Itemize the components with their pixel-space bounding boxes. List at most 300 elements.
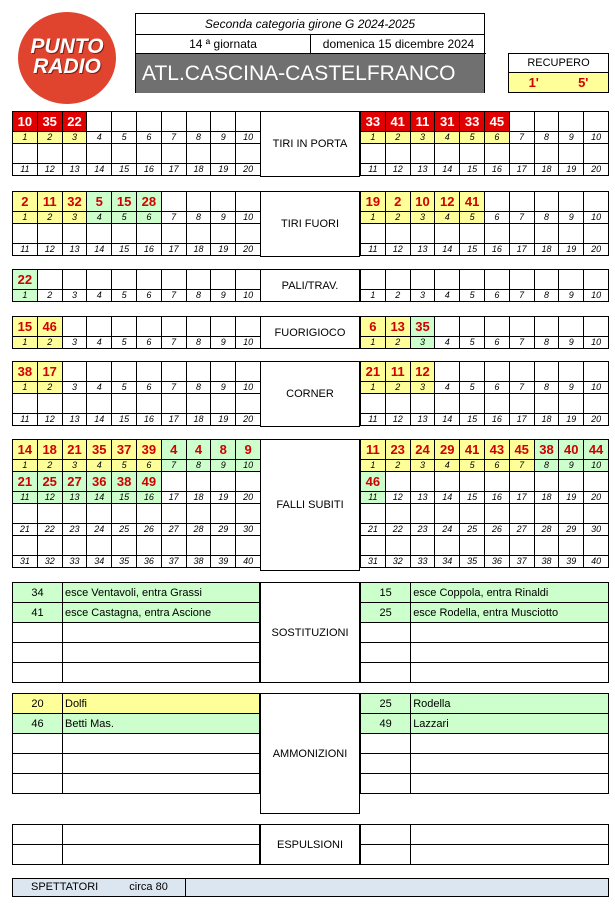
minute-cell (161, 224, 186, 244)
minute-index: 39 (559, 556, 584, 568)
minute-index: 31 (361, 556, 386, 568)
pali-label: PALI/TRAV. (260, 269, 360, 302)
espulsioni-home (12, 824, 260, 865)
recupero-second-half: 5' (578, 75, 589, 90)
minute-index: 17 (509, 244, 534, 256)
minute-cell (37, 224, 62, 244)
minute-index: 19 (211, 244, 236, 256)
minute-index: 7 (509, 132, 534, 144)
minute-cell (87, 224, 112, 244)
minute-cell (435, 270, 460, 290)
minute-cell (236, 270, 261, 290)
minute-cell (584, 504, 609, 524)
minute-cell (161, 362, 186, 382)
event-minute: 41 (13, 603, 63, 623)
minute-index: 36 (484, 556, 509, 568)
minute-index: 17 (161, 164, 186, 176)
sostituzioni-away (360, 582, 609, 683)
minute-cell (435, 362, 460, 382)
minute-index: 4 (435, 382, 460, 394)
logo-text-line1: PUNTO (30, 35, 104, 58)
minute-cell (87, 536, 112, 556)
minute-cell (509, 472, 534, 492)
pali-away-grid (360, 269, 609, 302)
minute-cell (13, 224, 38, 244)
minute-index: 19 (211, 492, 236, 504)
minute-cell: 35 (410, 317, 435, 337)
minute-cell: 15 (112, 192, 137, 212)
minute-cell (112, 224, 137, 244)
minute-cell (211, 144, 236, 164)
minute-index: 5 (460, 337, 485, 349)
minute-cell (584, 472, 609, 492)
minute-index: 25 (112, 524, 137, 536)
minute-index: 4 (87, 460, 112, 472)
event-minute (13, 663, 63, 683)
minute-cell: 37 (112, 440, 137, 460)
minute-cell (484, 394, 509, 414)
minute-index: 8 (534, 382, 559, 394)
minute-cell: 36 (87, 472, 112, 492)
minute-index: 3 (62, 132, 87, 144)
minute-cell (509, 317, 534, 337)
minute-cell: 33 (460, 112, 485, 132)
minute-index: 24 (87, 524, 112, 536)
minute-cell: 33 (361, 112, 386, 132)
minute-cell: 4 (186, 440, 211, 460)
minute-index: 15 (460, 244, 485, 256)
minute-cell (87, 317, 112, 337)
minute-cell (410, 536, 435, 556)
minute-cell (385, 504, 410, 524)
minute-index: 14 (87, 414, 112, 426)
espulsioni-away (360, 824, 609, 865)
minute-cell (112, 362, 137, 382)
event-minute: 20 (13, 694, 63, 714)
minute-cell (584, 270, 609, 290)
minute-cell: 29 (435, 440, 460, 460)
tiri-in-porta-away-grid (360, 111, 609, 176)
minute-index: 4 (435, 132, 460, 144)
minute-cell (410, 224, 435, 244)
minute-index: 7 (161, 290, 186, 302)
minute-index: 5 (460, 382, 485, 394)
minute-cell: 9 (236, 440, 261, 460)
event-minute (13, 643, 63, 663)
minute-cell: 46 (361, 472, 386, 492)
minute-index: 32 (37, 556, 62, 568)
minute-index: 38 (534, 556, 559, 568)
minute-index: 4 (87, 212, 112, 224)
minute-index: 18 (186, 164, 211, 176)
minute-cell: 19 (361, 192, 386, 212)
minute-index: 3 (410, 212, 435, 224)
event-minute (361, 623, 411, 643)
minute-index: 8 (186, 212, 211, 224)
minute-cell (559, 394, 584, 414)
minute-cell (211, 112, 236, 132)
event-text (411, 663, 609, 683)
minute-cell (559, 270, 584, 290)
minute-cell (161, 536, 186, 556)
minute-cell (435, 536, 460, 556)
event-minute (13, 774, 63, 794)
minute-cell (136, 504, 161, 524)
minute-index: 9 (211, 460, 236, 472)
falli-home-grid (12, 439, 261, 568)
list-row (361, 583, 609, 603)
minute-index: 3 (410, 290, 435, 302)
minute-index: 7 (161, 460, 186, 472)
minute-cell (559, 362, 584, 382)
minute-index: 2 (385, 132, 410, 144)
minute-cell (584, 536, 609, 556)
minute-index: 6 (136, 290, 161, 302)
minute-index: 40 (236, 556, 261, 568)
minute-index: 1 (13, 382, 38, 394)
minute-index: 6 (136, 460, 161, 472)
minute-cell (484, 144, 509, 164)
minute-cell (460, 394, 485, 414)
minute-cell (559, 224, 584, 244)
minute-index: 33 (62, 556, 87, 568)
event-minute (13, 754, 63, 774)
minute-index: 15 (112, 414, 137, 426)
minute-cell (161, 270, 186, 290)
minute-cell: 46 (37, 317, 62, 337)
minute-index: 5 (112, 212, 137, 224)
minute-index: 9 (559, 382, 584, 394)
minute-cell (534, 394, 559, 414)
minute-cell (112, 504, 137, 524)
minute-cell (460, 270, 485, 290)
minute-index: 16 (136, 244, 161, 256)
minute-cell (87, 362, 112, 382)
minute-cell (534, 192, 559, 212)
minute-index: 6 (484, 212, 509, 224)
minute-index: 8 (534, 337, 559, 349)
event-text (63, 663, 260, 683)
minute-cell (236, 144, 261, 164)
minute-cell (509, 504, 534, 524)
minute-index: 9 (559, 132, 584, 144)
list-row (361, 825, 609, 845)
minute-cell (62, 270, 87, 290)
minute-cell (161, 394, 186, 414)
minute-index: 13 (410, 414, 435, 426)
minute-cell: 31 (435, 112, 460, 132)
minute-index: 17 (161, 414, 186, 426)
falli-label: FALLI SUBITI (260, 439, 360, 571)
list-row (13, 583, 260, 603)
minute-cell (385, 472, 410, 492)
minute-cell (584, 112, 609, 132)
tiri-fuori-away-grid (360, 191, 609, 256)
minute-index: 2 (37, 460, 62, 472)
list-row (361, 845, 609, 865)
sostituzioni-label: SOSTITUZIONI (260, 582, 360, 683)
minute-index: 16 (136, 164, 161, 176)
minute-index: 38 (186, 556, 211, 568)
minute-index: 10 (584, 382, 609, 394)
minute-cell (37, 536, 62, 556)
minute-index: 40 (584, 556, 609, 568)
minute-index: 39 (211, 556, 236, 568)
minute-cell: 28 (136, 192, 161, 212)
minute-cell (584, 317, 609, 337)
event-text: esce Coppola, entra Rinaldi (411, 583, 609, 603)
minute-index: 5 (460, 460, 485, 472)
minute-index: 27 (509, 524, 534, 536)
recupero-label: RECUPERO (527, 57, 590, 69)
minute-index: 5 (460, 132, 485, 144)
minute-cell (484, 504, 509, 524)
minute-index: 19 (211, 414, 236, 426)
minute-cell (534, 504, 559, 524)
minute-cell: 24 (410, 440, 435, 460)
minute-cell: 35 (87, 440, 112, 460)
minute-index: 18 (534, 244, 559, 256)
minute-cell: 11 (37, 192, 62, 212)
minute-index: 7 (509, 337, 534, 349)
minute-cell (534, 144, 559, 164)
minute-index: 6 (136, 337, 161, 349)
minute-index: 16 (136, 414, 161, 426)
list-row (13, 734, 260, 754)
minute-index: 15 (112, 244, 137, 256)
minute-cell (559, 192, 584, 212)
event-text (63, 825, 260, 845)
minute-index: 2 (37, 337, 62, 349)
minute-index: 5 (112, 337, 137, 349)
minute-cell: 21 (13, 472, 38, 492)
minute-cell (112, 270, 137, 290)
minute-index: 15 (460, 164, 485, 176)
minute-index: 1 (361, 337, 386, 349)
minute-cell (211, 472, 236, 492)
minute-cell (62, 394, 87, 414)
minute-index: 1 (361, 382, 386, 394)
minute-cell: 41 (460, 440, 485, 460)
minute-index: 8 (186, 460, 211, 472)
match-date: domenica 15 dicembre 2024 (311, 35, 486, 54)
minute-cell (509, 192, 534, 212)
event-text: esce Rodella, entra Musciotto (411, 603, 609, 623)
minute-index: 12 (37, 164, 62, 176)
minute-index: 10 (584, 132, 609, 144)
minute-cell (87, 504, 112, 524)
minute-index: 20 (236, 492, 261, 504)
minute-cell (584, 362, 609, 382)
minute-index: 8 (534, 460, 559, 472)
minute-cell (484, 270, 509, 290)
minute-cell (435, 144, 460, 164)
minute-cell (559, 504, 584, 524)
spettatori-label: SPETTATORI (31, 881, 99, 893)
minute-cell: 11 (361, 440, 386, 460)
minute-cell: 4 (161, 440, 186, 460)
minute-index: 37 (509, 556, 534, 568)
minute-cell (534, 224, 559, 244)
minute-cell (112, 144, 137, 164)
minute-cell (136, 394, 161, 414)
minute-cell: 11 (410, 112, 435, 132)
minute-cell: 10 (410, 192, 435, 212)
minute-index: 5 (112, 290, 137, 302)
sostituzioni-home (12, 582, 260, 683)
minute-index: 6 (136, 382, 161, 394)
minute-cell (161, 112, 186, 132)
event-text: Betti Mas. (63, 714, 260, 734)
minute-cell (211, 224, 236, 244)
minute-index: 16 (136, 492, 161, 504)
list-row (13, 845, 260, 865)
minute-index: 18 (186, 492, 211, 504)
minute-cell (136, 317, 161, 337)
minute-index: 20 (584, 492, 609, 504)
minute-cell (435, 504, 460, 524)
minute-index: 33 (410, 556, 435, 568)
event-text (411, 825, 609, 845)
minute-cell (484, 362, 509, 382)
minute-index: 20 (584, 244, 609, 256)
minute-cell (13, 144, 38, 164)
minute-index: 28 (186, 524, 211, 536)
minute-cell (236, 192, 261, 212)
minute-cell (87, 394, 112, 414)
minute-index: 7 (509, 212, 534, 224)
event-minute (13, 845, 63, 865)
minute-cell (410, 472, 435, 492)
minute-cell (361, 270, 386, 290)
minute-index: 8 (186, 290, 211, 302)
minute-cell (87, 270, 112, 290)
minute-cell (186, 144, 211, 164)
minute-cell (509, 144, 534, 164)
minute-cell: 22 (62, 112, 87, 132)
minute-cell (484, 536, 509, 556)
minute-index: 12 (385, 244, 410, 256)
event-minute (13, 734, 63, 754)
event-text (63, 774, 260, 794)
minute-index: 10 (236, 290, 261, 302)
list-row (13, 774, 260, 794)
minute-cell (236, 472, 261, 492)
espulsioni-label: ESPULSIONI (260, 824, 360, 865)
minute-index: 12 (37, 492, 62, 504)
minute-cell (361, 224, 386, 244)
minute-cell: 17 (37, 362, 62, 382)
minute-index: 17 (161, 244, 186, 256)
minute-index: 14 (87, 492, 112, 504)
minute-index: 13 (62, 244, 87, 256)
minute-index: 29 (211, 524, 236, 536)
event-minute (361, 825, 411, 845)
minute-index: 3 (410, 460, 435, 472)
minute-cell: 49 (136, 472, 161, 492)
minute-index: 21 (361, 524, 386, 536)
minute-cell: 5 (87, 192, 112, 212)
event-minute (361, 845, 411, 865)
tiri-fuori-home-grid (12, 191, 261, 256)
minute-cell (136, 270, 161, 290)
minute-cell: 38 (534, 440, 559, 460)
minute-index: 10 (236, 460, 261, 472)
minute-cell (186, 536, 211, 556)
event-minute (13, 623, 63, 643)
minute-cell (87, 112, 112, 132)
ammonizioni-away (360, 693, 609, 794)
spettatori-bar (12, 878, 609, 897)
minute-cell (211, 504, 236, 524)
minute-index: 1 (13, 132, 38, 144)
list-row (361, 774, 609, 794)
minute-index: 2 (385, 337, 410, 349)
recupero-box (508, 53, 609, 93)
minute-cell (186, 224, 211, 244)
minute-cell (161, 317, 186, 337)
minute-index: 20 (584, 164, 609, 176)
minute-index: 8 (186, 337, 211, 349)
minute-cell (186, 112, 211, 132)
minute-index: 8 (186, 382, 211, 394)
minute-index: 5 (112, 132, 137, 144)
minute-cell (186, 270, 211, 290)
minute-cell (136, 112, 161, 132)
minute-index: 15 (112, 492, 137, 504)
minute-cell: 45 (484, 112, 509, 132)
minute-cell (161, 192, 186, 212)
minute-cell (460, 362, 485, 382)
list-row (13, 694, 260, 714)
minute-cell (385, 536, 410, 556)
minute-index: 18 (534, 492, 559, 504)
minute-index: 11 (361, 414, 386, 426)
minute-cell: 12 (410, 362, 435, 382)
list-row (361, 754, 609, 774)
minute-cell (37, 394, 62, 414)
match-header (135, 13, 485, 93)
list-row (13, 663, 260, 683)
minute-index: 4 (87, 132, 112, 144)
minute-index: 20 (236, 414, 261, 426)
minute-cell (460, 504, 485, 524)
minute-index: 34 (435, 556, 460, 568)
minute-index: 2 (385, 290, 410, 302)
event-text (411, 774, 609, 794)
minute-cell (136, 144, 161, 164)
minute-cell (385, 270, 410, 290)
minute-index: 14 (435, 244, 460, 256)
minute-index: 12 (385, 164, 410, 176)
minute-index: 22 (385, 524, 410, 536)
tiri-fuori-label: TIRI FUORI (260, 191, 360, 257)
minute-cell (534, 112, 559, 132)
punto-radio-logo (18, 12, 116, 104)
event-minute (361, 643, 411, 663)
minute-index: 3 (410, 132, 435, 144)
minute-index: 17 (161, 492, 186, 504)
minute-cell: 21 (62, 440, 87, 460)
event-text: Lazzari (411, 714, 609, 734)
fuorigioco-home-grid (12, 316, 261, 349)
minute-index: 7 (161, 132, 186, 144)
minute-index: 11 (361, 164, 386, 176)
minute-cell (509, 536, 534, 556)
minute-index: 14 (435, 414, 460, 426)
minute-index: 10 (584, 337, 609, 349)
minute-index: 11 (13, 164, 38, 176)
